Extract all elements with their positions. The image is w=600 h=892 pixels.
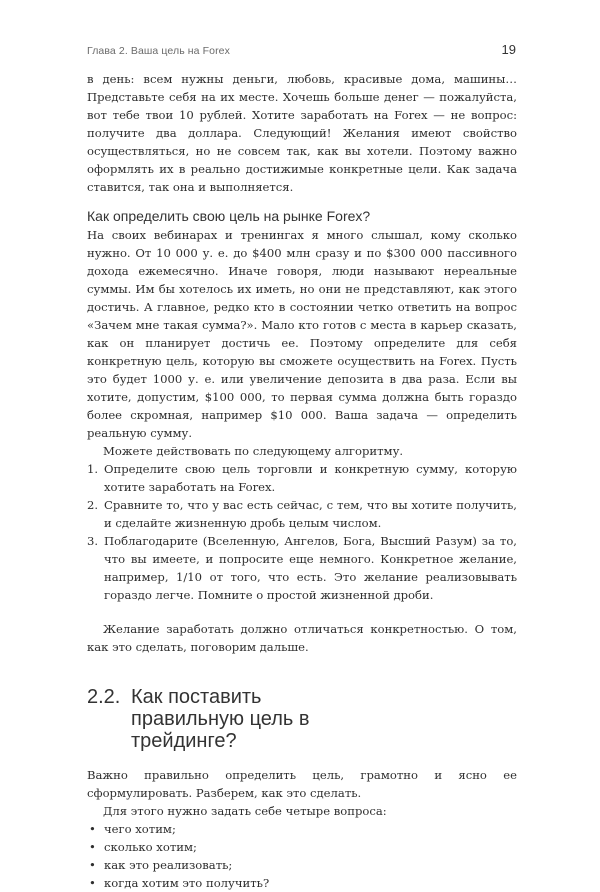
intro-paragraph: в день: всем нужны деньги, любовь, красивые дома, машины… Представьте себя на их месте. Хочешь больше денег — пожалуйста, вот тебе твои 10 рублей. Хотите заработать на Forex — не вопрос: получите два доллара. Следующий! Желания имеют свойство осуществляться, но не совсем так, как вы хотели. Поэтому важно оформлять их в реально достижимые конкретные цели. Как задача ставится, так она и выполняется. — [87, 72, 517, 194]
list-item — [87, 838, 517, 856]
question-text: как это реализовать; — [104, 858, 233, 872]
running-head: Глава 2. Ваша цель на Forex — [87, 45, 230, 57]
step-text: Поблагодарите (Вселенную, Ангелов, Бога, Высший Разум) за то, что вы имеете, и попросите еще немного. Конкретное желание, например, 1/10 от того, что есть. Это желание реализовывать гораздо легче. Помните о простой жизненной дроби. — [104, 534, 517, 602]
bullet-icon: • — [89, 876, 96, 890]
list-item — [87, 532, 517, 604]
question-text: чего хотим; — [104, 822, 176, 836]
subsection-heading: Как определить свою цель на рынке Forex? — [87, 208, 371, 224]
page-content — [87, 70, 517, 892]
bullet-icon: • — [89, 858, 96, 872]
questions-list — [87, 820, 517, 892]
page-number: 19 — [501, 42, 516, 57]
list-item — [87, 874, 517, 892]
spacer — [87, 604, 517, 620]
step-number: 3. — [87, 534, 99, 548]
step-text: Определите свою цель торговли и конкретную сумму, которую хотите заработать на Forex. — [104, 462, 517, 494]
list-item — [87, 820, 517, 838]
step-number: 1. — [87, 462, 99, 476]
section-heading — [87, 686, 517, 752]
bullet-icon: • — [89, 822, 96, 836]
list-item — [87, 856, 517, 874]
step-text: Сравните то, что у вас есть сейчас, с тем, что вы хотите получить, и сделайте жизненную дробь целым числом. — [104, 498, 517, 530]
list-item — [87, 496, 517, 532]
question-text: когда хотим это получить? — [104, 876, 270, 890]
section-number: 2.2. — [87, 686, 121, 708]
questions-intro: Для этого нужно задать себе четыре вопроса: — [103, 804, 387, 818]
algorithm-intro: Можете действовать по следующему алгоритму. — [103, 444, 404, 458]
closing-paragraph: Желание заработать должно отличаться конкретностью. О том, как это сделать, поговорим дальше. — [87, 622, 517, 654]
section-paragraph: Важно правильно определить цель, грамотно и ясно ее сформулировать. Разберем, как это сделать. — [87, 768, 517, 800]
section-title: Как поставить правильную цель в трейдинге? — [131, 686, 310, 752]
question-text: сколько хотим; — [104, 840, 197, 854]
bullet-icon: • — [89, 840, 96, 854]
step-number: 2. — [87, 498, 99, 512]
list-item — [87, 460, 517, 496]
algorithm-steps — [87, 460, 517, 604]
subsection-paragraph: На своих вебинарах и тренингах я много слышал, кому сколько нужно. От 10 000 у. е. до $400 млн сразу и по $300 000 пассивного дохода ежемесячно. Иначе говоря, люди называют нереальные суммы. Им бы хотелось их иметь, но они не представляют, как этого достичь. А главное, редко кто в состоянии четко ответить на вопрос «Зачем мне такая сумма?». Мало кто готов с места в карьер сказать, как он планирует достичь ее. Поэтому определите для себя конкретную цель, которую вы сможете осуществить на Forex. Пусть это будет 1000 у. е. или увеличение депозита в два раза. Если вы хотите, допустим, $100 000, то первая сумма должна быть гораздо более скромная, например $10 000. Ваша задача — определить реальную сумму. — [87, 228, 517, 440]
